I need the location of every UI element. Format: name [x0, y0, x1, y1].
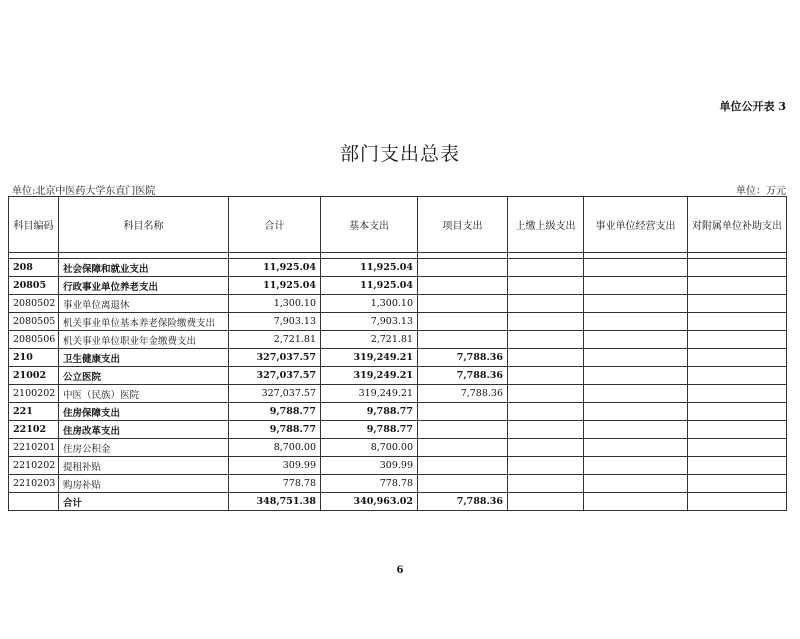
cell-name: 社会保障和就业支出 [59, 259, 229, 277]
cell-total: 11,925.04 [229, 277, 321, 295]
cell-operating [584, 385, 688, 403]
cell-basic: 319,249.21 [321, 385, 418, 403]
cell-name: 机关事业单位基本养老保险缴费支出 [59, 313, 229, 331]
cell-subsidy [688, 457, 787, 475]
table-row [9, 277, 787, 295]
table-header-row [9, 197, 787, 253]
cell-project: 7,788.36 [418, 349, 508, 367]
cell-operating [584, 313, 688, 331]
cell-operating [584, 295, 688, 313]
cell-operating [584, 349, 688, 367]
cell-code: 2210202 [9, 457, 59, 475]
cell-code [9, 493, 59, 511]
cell-name: 提租补贴 [59, 457, 229, 475]
cell-subsidy [688, 295, 787, 313]
cell-subsidy [688, 475, 787, 493]
cell-name: 事业单位离退休 [59, 295, 229, 313]
cell-upper [508, 259, 584, 277]
cell-basic: 319,249.21 [321, 367, 418, 385]
cell-name: 住房公积金 [59, 439, 229, 457]
table-row [9, 475, 787, 493]
cell-basic: 9,788.77 [321, 421, 418, 439]
cell-operating [584, 475, 688, 493]
cell-basic: 11,925.04 [321, 259, 418, 277]
cell-code: 2210201 [9, 439, 59, 457]
cell-operating [584, 277, 688, 295]
cell-subsidy [688, 385, 787, 403]
col-header-total: 合计 [229, 197, 321, 253]
cell-code: 2080506 [9, 331, 59, 349]
cell-total: 348,751.38 [229, 493, 321, 511]
cell-upper [508, 421, 584, 439]
cell-operating [584, 457, 688, 475]
cell-subsidy [688, 259, 787, 277]
cell-name: 卫生健康支出 [59, 349, 229, 367]
cell-subsidy [688, 277, 787, 295]
cell-name: 住房改革支出 [59, 421, 229, 439]
cell-total: 327,037.57 [229, 385, 321, 403]
table-row [9, 439, 787, 457]
table-row [9, 313, 787, 331]
table-number-label: 单位公开表 3 [719, 100, 786, 113]
cell-project [418, 277, 508, 295]
cell-upper [508, 367, 584, 385]
cell-code: 2100202 [9, 385, 59, 403]
cell-project: 7,788.36 [418, 385, 508, 403]
cell-project [418, 439, 508, 457]
cell-basic: 340,963.02 [321, 493, 418, 511]
cell-code: 2080505 [9, 313, 59, 331]
col-header-operating: 事业单位经营支出 [584, 197, 688, 253]
table-row [9, 295, 787, 313]
expenditure-table [8, 196, 787, 511]
cell-operating [584, 439, 688, 457]
cell-name: 合计 [59, 493, 229, 511]
page-number: 6 [396, 565, 404, 576]
cell-project [418, 295, 508, 313]
cell-name: 中医（民族）医院 [59, 385, 229, 403]
organization-label: 单位:北京中医药大学东直门医院 [12, 186, 156, 197]
cell-code: 221 [9, 403, 59, 421]
currency-unit-label: 单位：万元 [736, 186, 786, 197]
cell-operating [584, 403, 688, 421]
cell-project: 7,788.36 [418, 493, 508, 511]
cell-code: 210 [9, 349, 59, 367]
table-row [9, 259, 787, 277]
cell-operating [584, 421, 688, 439]
cell-total: 8,700.00 [229, 439, 321, 457]
cell-project [418, 331, 508, 349]
cell-basic: 319,249.21 [321, 349, 418, 367]
cell-name: 公立医院 [59, 367, 229, 385]
cell-subsidy [688, 439, 787, 457]
cell-subsidy [688, 313, 787, 331]
cell-total: 7,903.13 [229, 313, 321, 331]
table-row [9, 349, 787, 367]
cell-upper [508, 475, 584, 493]
cell-total: 327,037.57 [229, 349, 321, 367]
cell-upper [508, 331, 584, 349]
cell-project [418, 313, 508, 331]
cell-upper [508, 493, 584, 511]
cell-project [418, 457, 508, 475]
cell-project: 7,788.36 [418, 367, 508, 385]
page-title: 部门支出总表 [339, 143, 460, 165]
cell-code: 21002 [9, 367, 59, 385]
cell-name: 购房补贴 [59, 475, 229, 493]
cell-name: 机关事业单位职业年金缴费支出 [59, 331, 229, 349]
cell-total: 327,037.57 [229, 367, 321, 385]
cell-project [418, 403, 508, 421]
table-row [9, 385, 787, 403]
cell-name: 行政事业单位养老支出 [59, 277, 229, 295]
cell-total: 309.99 [229, 457, 321, 475]
table-row [9, 403, 787, 421]
cell-subsidy [688, 349, 787, 367]
cell-upper [508, 403, 584, 421]
cell-operating [584, 493, 688, 511]
col-header-subsidy: 对附属单位补助支出 [688, 197, 787, 253]
col-header-basic: 基本支出 [321, 197, 418, 253]
cell-subsidy [688, 403, 787, 421]
cell-basic: 778.78 [321, 475, 418, 493]
cell-subsidy [688, 331, 787, 349]
cell-project [418, 421, 508, 439]
total-row [9, 493, 787, 511]
cell-total: 2,721.81 [229, 331, 321, 349]
cell-code: 208 [9, 259, 59, 277]
cell-basic: 9,788.77 [321, 403, 418, 421]
cell-basic: 2,721.81 [321, 331, 418, 349]
cell-basic: 7,903.13 [321, 313, 418, 331]
cell-total: 778.78 [229, 475, 321, 493]
table-row [9, 457, 787, 475]
cell-basic: 309.99 [321, 457, 418, 475]
cell-total: 9,788.77 [229, 421, 321, 439]
cell-upper [508, 457, 584, 475]
table-row [9, 331, 787, 349]
cell-operating [584, 331, 688, 349]
table-row [9, 421, 787, 439]
cell-total: 1,300.10 [229, 295, 321, 313]
cell-upper [508, 439, 584, 457]
col-header-name: 科目名称 [59, 197, 229, 253]
cell-project [418, 475, 508, 493]
cell-basic: 8,700.00 [321, 439, 418, 457]
cell-project [418, 259, 508, 277]
col-header-project: 项目支出 [418, 197, 508, 253]
cell-basic: 1,300.10 [321, 295, 418, 313]
cell-operating [584, 259, 688, 277]
cell-total: 9,788.77 [229, 403, 321, 421]
cell-upper [508, 349, 584, 367]
cell-operating [584, 367, 688, 385]
cell-name: 住房保障支出 [59, 403, 229, 421]
col-header-upper: 上缴上级支出 [508, 197, 584, 253]
cell-code: 2080502 [9, 295, 59, 313]
table-row [9, 367, 787, 385]
cell-subsidy [688, 421, 787, 439]
cell-upper [508, 313, 584, 331]
cell-basic: 11,925.04 [321, 277, 418, 295]
cell-upper [508, 277, 584, 295]
cell-code: 22102 [9, 421, 59, 439]
col-header-code: 科目编码 [9, 197, 59, 253]
cell-upper [508, 385, 584, 403]
cell-code: 20805 [9, 277, 59, 295]
cell-code: 2210203 [9, 475, 59, 493]
cell-total: 11,925.04 [229, 259, 321, 277]
cell-subsidy [688, 367, 787, 385]
cell-subsidy [688, 493, 787, 511]
cell-upper [508, 295, 584, 313]
